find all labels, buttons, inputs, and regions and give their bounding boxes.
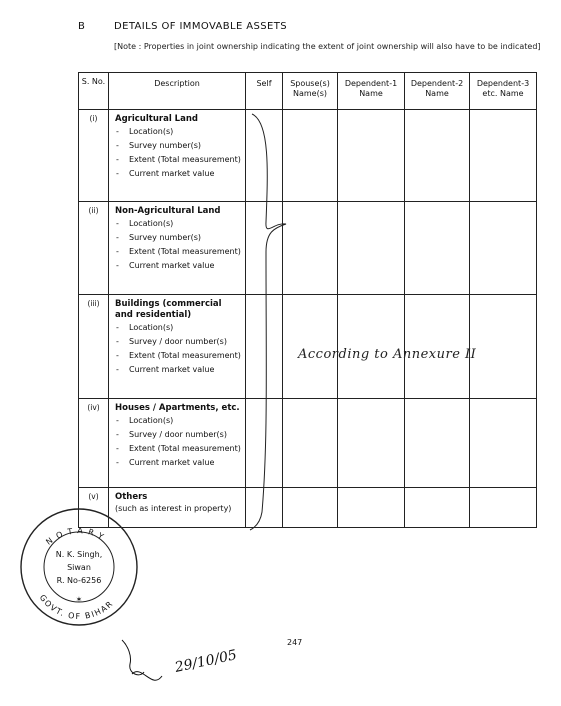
cell-spouse [283, 399, 338, 488]
handwritten-entry [296, 340, 536, 368]
row-sno: (v) [79, 488, 109, 528]
cell-spouse [283, 202, 338, 295]
table-row [79, 202, 537, 295]
cell-dependent-2 [405, 488, 470, 528]
row-description [109, 110, 246, 202]
row-item: - Location(s) [115, 127, 241, 137]
page-number: 247 [287, 638, 303, 647]
row-item: - Survey / door number(s) [115, 430, 241, 440]
row-category: Others [115, 492, 148, 502]
header-dependent-2: Dependent-2 Name [405, 73, 470, 110]
star-icon: ✶ [75, 595, 83, 604]
header-dependent-3: Dependent-3 etc. Name [470, 73, 537, 110]
handwritten-entry-text: According to Annexure II [298, 347, 477, 362]
row-item: - Location(s) [115, 219, 241, 229]
row-item: - Location(s) [115, 416, 241, 426]
immovable-assets-table [78, 72, 537, 528]
row-item: - Location(s) [115, 323, 241, 333]
signature-date: 29/10/05 [173, 647, 239, 676]
cell-dependent-3 [470, 399, 537, 488]
row-sno: (i) [79, 110, 109, 202]
row-description [109, 295, 246, 399]
row-sno: (iv) [79, 399, 109, 488]
cell-dependent-2 [405, 202, 470, 295]
row-item: - Extent (Total measurement) [115, 444, 241, 454]
row-item: - Extent (Total measurement) [115, 351, 241, 361]
header-sno: S. No. [79, 73, 109, 110]
row-category: Non-Agricultural Land [115, 206, 221, 216]
cell-spouse [283, 488, 338, 528]
section-title: DETAILS OF IMMOVABLE ASSETS [114, 21, 288, 32]
cell-dependent-2 [405, 399, 470, 488]
handwritten-brace [246, 112, 290, 532]
cell-dependent-1 [338, 202, 405, 295]
row-sno: (iii) [79, 295, 109, 399]
row-subtext: (such as interest in property) [115, 504, 232, 513]
row-item: - Survey number(s) [115, 233, 241, 243]
row-description [109, 399, 246, 488]
header-dependent-1: Dependent-1 Name [338, 73, 405, 110]
table-row [79, 488, 537, 528]
row-description [109, 202, 246, 295]
seal-registration: R. No-6256 [56, 576, 102, 585]
header-description: Description [109, 73, 246, 110]
row-item: - Extent (Total measurement) [115, 247, 241, 257]
cell-dependent-2 [405, 110, 470, 202]
cell-dependent-1 [338, 110, 405, 202]
seal-place: Siwan [67, 563, 91, 572]
seal-top-text: NOTARY [44, 526, 110, 547]
row-item: - Current market value [115, 458, 241, 468]
cell-dependent-3 [470, 110, 537, 202]
row-item: - Survey / door number(s) [115, 337, 241, 347]
header-spouse: Spouse(s) Name(s) [283, 73, 338, 110]
cell-dependent-1 [338, 399, 405, 488]
header-self: Self [246, 73, 283, 110]
row-item: - Current market value [115, 169, 241, 179]
seal-name: N. K. Singh, [55, 550, 103, 559]
row-category: Agricultural Land [115, 114, 198, 124]
cell-dependent-3 [470, 202, 537, 295]
row-item: - Current market value [115, 365, 241, 375]
row-category: Buildings (commercial and residential) [115, 299, 222, 320]
cell-dependent-3 [470, 488, 537, 528]
section-note: [Note : Properties in joint ownership indicating the extent of joint ownership will also have to be indicated] [114, 42, 541, 51]
table-row [79, 399, 537, 488]
notary-seal [14, 502, 144, 632]
row-category: Houses / Apartments, etc. [115, 403, 240, 413]
signature [118, 634, 268, 700]
table-row [79, 110, 537, 202]
seal-bottom-text: GOVT. OF BIHAR [37, 593, 116, 622]
cell-spouse [283, 110, 338, 202]
cell-dependent-1 [338, 488, 405, 528]
table-header-row [79, 73, 537, 110]
row-item: - Extent (Total measurement) [115, 155, 241, 165]
row-item: - Current market value [115, 261, 241, 271]
section-letter: B [78, 21, 85, 32]
row-sno: (ii) [79, 202, 109, 295]
row-item: - Survey number(s) [115, 141, 241, 151]
